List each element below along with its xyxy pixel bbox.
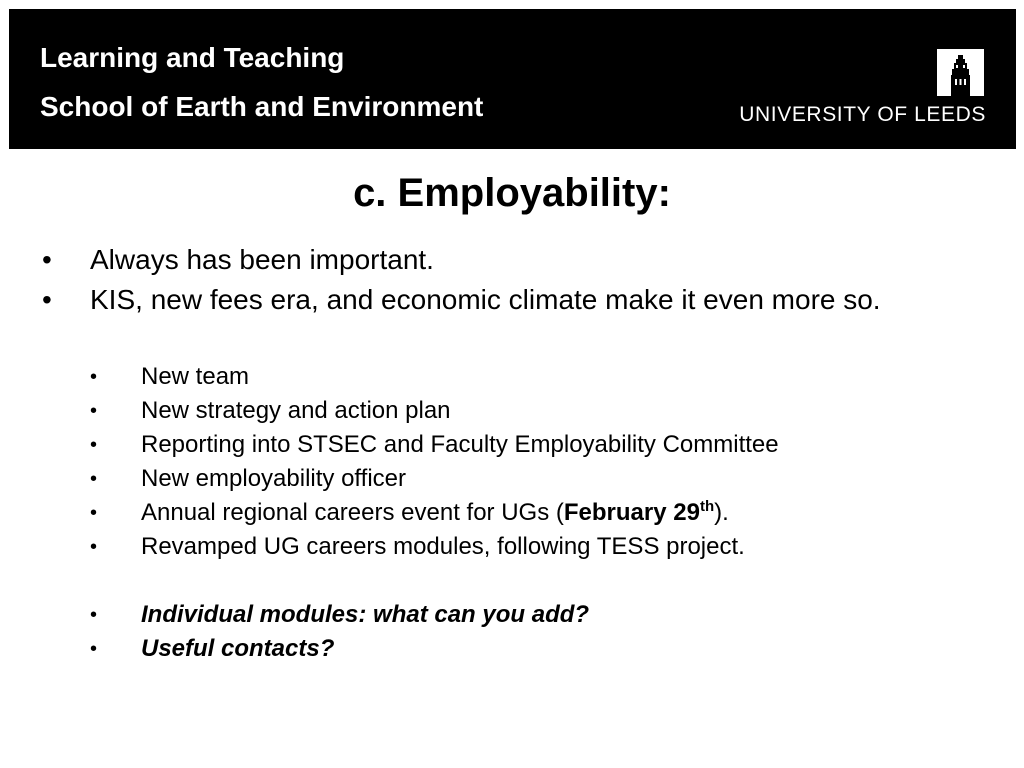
bullet-icon: • [90, 400, 98, 422]
bullet-icon: • [90, 366, 98, 388]
sub-point-text: New team [141, 363, 250, 390]
header-title: Learning and Teaching [40, 42, 345, 73]
event-date: February 29 [563, 499, 700, 526]
event-text-after: ). [714, 499, 729, 526]
event-text-before: Annual regional careers event for UGs ( [141, 499, 564, 526]
question-text: Useful contacts? [141, 635, 335, 662]
bullet-icon: • [90, 536, 98, 558]
bullet-icon: • [42, 284, 52, 315]
event-date-suffix: th [699, 498, 715, 515]
slide-title: c. Employability: [353, 171, 671, 215]
university-tower-logo-icon [937, 49, 984, 96]
bullet-icon: • [90, 434, 98, 456]
header-banner [9, 9, 1016, 149]
main-point-text: KIS, new fees era, and economic climate make it even more so. [90, 284, 881, 315]
sub-point-text: Revamped UG careers modules, following TESS project. [141, 533, 745, 560]
sub-point-text: New strategy and action plan [141, 397, 451, 424]
sub-point-text [141, 496, 729, 530]
bullet-icon: • [90, 468, 98, 490]
university-logo-text: UNIVERSITY OF LEEDS [739, 103, 986, 126]
sub-point-text: Reporting into STSEC and Faculty Employability Committee [141, 431, 779, 458]
main-point-text: Always has been important. [90, 244, 434, 275]
bullet-icon: • [90, 502, 98, 524]
bullet-icon: • [90, 604, 98, 626]
bullet-icon: • [90, 638, 98, 660]
header-subtitle: School of Earth and Environment [40, 91, 484, 122]
question-text: Individual modules: what can you add? [141, 601, 590, 628]
sub-point-text: New employability officer [141, 465, 406, 492]
bullet-icon: • [42, 244, 52, 275]
